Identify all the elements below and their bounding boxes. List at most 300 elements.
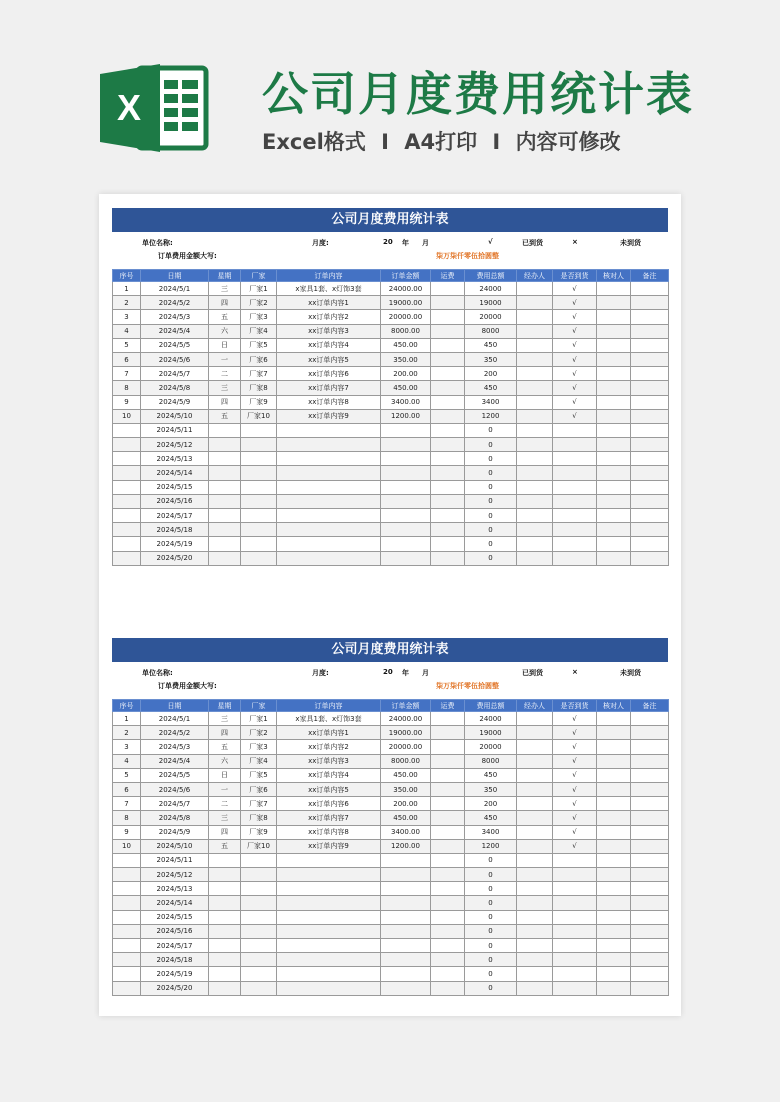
table-cell: 2024/5/13 — [141, 882, 209, 896]
table-row — [113, 395, 669, 409]
table-cell: 350.00 — [381, 352, 431, 366]
table-cell: √ — [553, 768, 597, 782]
table-cell — [597, 523, 631, 537]
table-row — [113, 882, 669, 896]
table-cell: √ — [553, 754, 597, 768]
table-cell: 1 — [113, 712, 141, 726]
expense-sheet — [112, 208, 668, 566]
table-cell: xx订单内容5 — [277, 352, 381, 366]
table-cell — [381, 537, 431, 551]
table-cell: 五 — [209, 839, 241, 853]
table-cell: 厂家10 — [241, 839, 277, 853]
table-cell — [517, 338, 553, 352]
amount-caps-label: 订单费用金额大写: — [158, 682, 217, 690]
table-cell — [381, 868, 431, 882]
table-cell: 厂家4 — [241, 754, 277, 768]
table-cell — [381, 494, 431, 508]
table-cell: 2024/5/1 — [141, 712, 209, 726]
table-cell: √ — [553, 282, 597, 296]
table-cell — [597, 782, 631, 796]
table-cell: 2024/5/14 — [141, 466, 209, 480]
table-cell: xx订单内容3 — [277, 754, 381, 768]
table-cell — [631, 452, 669, 466]
table-cell: 2024/5/10 — [141, 839, 209, 853]
table-cell — [241, 910, 277, 924]
table-cell — [241, 896, 277, 910]
table-cell: 0 — [465, 523, 517, 537]
column-header: 星期 — [209, 700, 241, 712]
arrived-label: 已到货 — [522, 669, 543, 677]
table-cell — [381, 523, 431, 537]
table-cell — [597, 811, 631, 825]
table-row — [113, 853, 669, 867]
table-cell: √ — [553, 811, 597, 825]
table-cell: √ — [553, 395, 597, 409]
table-cell: √ — [553, 726, 597, 740]
table-cell — [113, 868, 141, 882]
table-cell: xx订单内容8 — [277, 395, 381, 409]
table-row — [113, 523, 669, 537]
table-cell — [631, 310, 669, 324]
table-cell: xx订单内容6 — [277, 367, 381, 381]
column-header: 订单金额 — [381, 270, 431, 282]
table-row — [113, 910, 669, 924]
table-cell — [277, 452, 381, 466]
table-row — [113, 310, 669, 324]
table-row — [113, 726, 669, 740]
table-cell: 0 — [465, 480, 517, 494]
table-row — [113, 466, 669, 480]
table-cell: 日 — [209, 338, 241, 352]
table-cell — [553, 466, 597, 480]
table-cell — [517, 324, 553, 338]
month-label: 月度: — [312, 239, 329, 247]
table-cell — [113, 981, 141, 995]
table-cell — [241, 981, 277, 995]
table-cell — [597, 338, 631, 352]
table-cell — [517, 768, 553, 782]
table-cell — [381, 480, 431, 494]
table-cell — [597, 537, 631, 551]
table-cell: √ — [553, 797, 597, 811]
table-cell — [431, 924, 465, 938]
table-cell: 三 — [209, 712, 241, 726]
table-cell — [113, 882, 141, 896]
table-cell: 200.00 — [381, 367, 431, 381]
table-cell — [277, 967, 381, 981]
table-cell — [277, 924, 381, 938]
table-cell: 2024/5/5 — [141, 768, 209, 782]
table-cell: 2024/5/17 — [141, 939, 209, 953]
table-cell: 10 — [113, 839, 141, 853]
table-cell — [381, 423, 431, 437]
table-cell — [517, 352, 553, 366]
table-cell: 2024/5/18 — [141, 523, 209, 537]
table-cell — [517, 797, 553, 811]
table-cell: 450 — [465, 811, 517, 825]
table-row — [113, 438, 669, 452]
table-cell — [631, 395, 669, 409]
table-cell — [631, 423, 669, 437]
table-cell — [631, 953, 669, 967]
table-cell: 2024/5/15 — [141, 910, 209, 924]
table-cell — [597, 839, 631, 853]
table-cell — [277, 882, 381, 896]
table-cell: √ — [553, 367, 597, 381]
table-cell — [517, 409, 553, 423]
table-row — [113, 825, 669, 839]
table-cell: 三 — [209, 381, 241, 395]
table-cell — [631, 712, 669, 726]
table-cell — [631, 726, 669, 740]
table-body — [113, 712, 669, 996]
table-cell — [431, 726, 465, 740]
table-cell — [517, 438, 553, 452]
table-cell — [631, 523, 669, 537]
table-cell: 日 — [209, 768, 241, 782]
table-cell — [209, 523, 241, 537]
table-cell: 10 — [113, 409, 141, 423]
table-cell — [631, 494, 669, 508]
table-cell — [597, 324, 631, 338]
column-header: 订单内容 — [277, 700, 381, 712]
table-cell: 2024/5/8 — [141, 381, 209, 395]
table-cell: 0 — [465, 853, 517, 867]
table-cell — [113, 480, 141, 494]
table-cell — [631, 839, 669, 853]
table-cell: 2024/5/11 — [141, 853, 209, 867]
table-row — [113, 839, 669, 853]
table-cell — [517, 924, 553, 938]
table-cell — [209, 981, 241, 995]
amount-caps-value: 柒万柒仟零伍拾圆整 — [436, 682, 499, 690]
table-row — [113, 537, 669, 551]
table-cell — [277, 423, 381, 437]
table-cell: xx订单内容9 — [277, 409, 381, 423]
table-cell — [209, 438, 241, 452]
table-cell — [597, 953, 631, 967]
table-cell: 0 — [465, 466, 517, 480]
expense-table — [112, 269, 669, 566]
subtitle-item: A4打印 — [404, 130, 478, 154]
table-cell — [517, 494, 553, 508]
table-cell — [517, 967, 553, 981]
table-row — [113, 551, 669, 565]
table-cell — [597, 367, 631, 381]
table-cell: 2024/5/2 — [141, 296, 209, 310]
table-cell — [517, 882, 553, 896]
table-row — [113, 409, 669, 423]
table-cell — [431, 896, 465, 910]
column-header: 费用总额 — [465, 270, 517, 282]
table-cell — [517, 953, 553, 967]
table-cell: 8000 — [465, 324, 517, 338]
table-cell: 2024/5/13 — [141, 452, 209, 466]
table-cell: 3400.00 — [381, 395, 431, 409]
table-cell: 厂家8 — [241, 811, 277, 825]
table-cell: √ — [553, 712, 597, 726]
table-row — [113, 367, 669, 381]
table-cell: 厂家6 — [241, 352, 277, 366]
table-cell: 0 — [465, 953, 517, 967]
table-cell: xx订单内容7 — [277, 811, 381, 825]
table-cell: √ — [553, 409, 597, 423]
table-cell — [597, 438, 631, 452]
table-cell: 4 — [113, 324, 141, 338]
table-cell: 1200.00 — [381, 839, 431, 853]
table-cell: 厂家5 — [241, 768, 277, 782]
expense-table — [112, 699, 669, 996]
table-cell — [431, 782, 465, 796]
table-cell — [209, 452, 241, 466]
table-cell — [431, 537, 465, 551]
table-cell — [517, 509, 553, 523]
table-cell: 0 — [465, 981, 517, 995]
table-row — [113, 782, 669, 796]
table-cell — [553, 452, 597, 466]
table-cell — [241, 868, 277, 882]
table-cell: √ — [553, 839, 597, 853]
table-cell — [517, 712, 553, 726]
expense-sheet — [112, 638, 668, 996]
table-cell — [517, 537, 553, 551]
table-cell — [597, 754, 631, 768]
table-cell — [597, 310, 631, 324]
table-cell — [431, 712, 465, 726]
table-cell: 0 — [465, 423, 517, 437]
table-cell — [631, 466, 669, 480]
table-cell: xx订单内容1 — [277, 726, 381, 740]
table-cell: 六 — [209, 324, 241, 338]
table-cell — [431, 754, 465, 768]
table-cell: xx订单内容4 — [277, 768, 381, 782]
not-arrived-label: 未到货 — [620, 669, 641, 677]
table-cell: 2024/5/1 — [141, 282, 209, 296]
table-cell: 2024/5/16 — [141, 494, 209, 508]
table-cell: 二 — [209, 367, 241, 381]
table-cell: 450.00 — [381, 381, 431, 395]
table-cell: 一 — [209, 782, 241, 796]
table-cell — [241, 480, 277, 494]
table-cell: 2 — [113, 726, 141, 740]
table-cell: √ — [553, 324, 597, 338]
table-cell: 1 — [113, 282, 141, 296]
table-cell: 200 — [465, 797, 517, 811]
table-cell: 24000 — [465, 712, 517, 726]
table-cell — [209, 551, 241, 565]
banner-title: 公司月度费用统计表 — [262, 67, 694, 121]
table-cell — [553, 939, 597, 953]
table-cell — [517, 523, 553, 537]
table-cell — [517, 551, 553, 565]
table-cell — [209, 480, 241, 494]
table-cell: √ — [553, 740, 597, 754]
table-cell: 24000.00 — [381, 712, 431, 726]
table-cell: 3 — [113, 740, 141, 754]
table-cell — [209, 853, 241, 867]
table-cell: 厂家2 — [241, 296, 277, 310]
sheet-meta — [112, 232, 668, 269]
table-cell — [277, 910, 381, 924]
table-cell: 2024/5/12 — [141, 438, 209, 452]
table-cell — [241, 882, 277, 896]
table-cell — [277, 466, 381, 480]
table-cell: 450 — [465, 381, 517, 395]
table-cell: 6 — [113, 782, 141, 796]
table-row — [113, 423, 669, 437]
table-cell — [631, 811, 669, 825]
column-header: 是否到货 — [553, 700, 597, 712]
table-cell: 0 — [465, 509, 517, 523]
table-row — [113, 338, 669, 352]
table-header-row — [113, 270, 669, 282]
table-cell: 2024/5/4 — [141, 324, 209, 338]
table-cell — [381, 953, 431, 967]
table-cell — [113, 494, 141, 508]
table-cell: 0 — [465, 924, 517, 938]
table-cell: xx订单内容7 — [277, 381, 381, 395]
table-cell: 450.00 — [381, 811, 431, 825]
table-cell — [431, 523, 465, 537]
table-cell: 2024/5/2 — [141, 726, 209, 740]
table-cell: xx订单内容6 — [277, 797, 381, 811]
table-cell — [381, 452, 431, 466]
table-cell — [209, 924, 241, 938]
table-cell: 厂家10 — [241, 409, 277, 423]
table-cell — [553, 523, 597, 537]
table-cell — [241, 509, 277, 523]
table-cell: xx订单内容9 — [277, 839, 381, 853]
table-cell: 0 — [465, 868, 517, 882]
table-cell — [597, 910, 631, 924]
table-cell — [381, 910, 431, 924]
table-cell — [553, 509, 597, 523]
table-cell: x家具1套、x灯饰3套 — [277, 712, 381, 726]
table-cell: 0 — [465, 967, 517, 981]
table-cell — [517, 939, 553, 953]
unit-label: 单位名称: — [142, 669, 173, 677]
subtitle-item: 内容可修改 — [515, 130, 621, 154]
table-cell — [241, 494, 277, 508]
table-cell: 三 — [209, 282, 241, 296]
table-cell: 2024/5/20 — [141, 551, 209, 565]
table-cell — [631, 282, 669, 296]
table-row — [113, 768, 669, 782]
sheet-meta — [112, 662, 668, 699]
table-cell — [431, 282, 465, 296]
table-cell — [241, 551, 277, 565]
table-cell — [631, 967, 669, 981]
table-cell — [553, 953, 597, 967]
table-cell: 2024/5/7 — [141, 367, 209, 381]
table-cell — [631, 509, 669, 523]
table-cell: 2024/5/12 — [141, 868, 209, 882]
column-header: 备注 — [631, 270, 669, 282]
table-cell — [517, 282, 553, 296]
table-cell: 350 — [465, 782, 517, 796]
table-cell — [597, 939, 631, 953]
table-cell — [597, 726, 631, 740]
table-cell — [381, 967, 431, 981]
table-cell — [277, 551, 381, 565]
table-cell: 3400.00 — [381, 825, 431, 839]
table-cell: 450.00 — [381, 768, 431, 782]
table-cell: 四 — [209, 825, 241, 839]
table-cell: 0 — [465, 939, 517, 953]
table-cell: xx订单内容3 — [277, 324, 381, 338]
table-cell: 450 — [465, 338, 517, 352]
table-cell: 8 — [113, 381, 141, 395]
column-header: 日期 — [141, 700, 209, 712]
table-cell: x家具1套、x灯饰3套 — [277, 282, 381, 296]
table-cell: 4 — [113, 754, 141, 768]
table-cell — [553, 882, 597, 896]
table-cell — [553, 494, 597, 508]
table-cell — [431, 953, 465, 967]
column-header: 日期 — [141, 270, 209, 282]
table-cell — [241, 438, 277, 452]
table-cell — [209, 910, 241, 924]
table-cell — [113, 438, 141, 452]
table-cell — [631, 438, 669, 452]
table-cell — [431, 797, 465, 811]
table-cell: 四 — [209, 726, 241, 740]
table-cell: 8000.00 — [381, 324, 431, 338]
table-cell — [631, 352, 669, 366]
table-cell — [113, 939, 141, 953]
table-cell: √ — [553, 338, 597, 352]
table-cell — [431, 825, 465, 839]
table-row — [113, 811, 669, 825]
table-cell — [631, 939, 669, 953]
table-cell — [597, 896, 631, 910]
table-cell — [597, 452, 631, 466]
table-cell: 2024/5/17 — [141, 509, 209, 523]
table-cell: 1200 — [465, 839, 517, 853]
table-cell — [597, 352, 631, 366]
table-cell: 20000 — [465, 310, 517, 324]
table-cell: 2024/5/6 — [141, 782, 209, 796]
table-cell — [431, 939, 465, 953]
table-cell — [517, 466, 553, 480]
table-cell — [517, 868, 553, 882]
table-cell: 1200 — [465, 409, 517, 423]
table-cell: 20000.00 — [381, 310, 431, 324]
table-cell — [241, 953, 277, 967]
excel-logo-letter: X — [116, 87, 142, 128]
table-cell — [553, 981, 597, 995]
column-header: 经办人 — [517, 270, 553, 282]
table-cell: xx订单内容2 — [277, 310, 381, 324]
table-cell: xx订单内容4 — [277, 338, 381, 352]
amount-caps-value: 柒万柒仟零伍拾圆整 — [436, 252, 499, 260]
table-cell — [597, 967, 631, 981]
table-cell — [381, 509, 431, 523]
table-cell: 厂家3 — [241, 310, 277, 324]
table-cell — [381, 438, 431, 452]
table-cell: xx订单内容2 — [277, 740, 381, 754]
table-row — [113, 797, 669, 811]
table-cell: xx订单内容5 — [277, 782, 381, 796]
table-cell — [597, 282, 631, 296]
table-cell — [431, 367, 465, 381]
table-cell: 二 — [209, 797, 241, 811]
table-cell — [431, 981, 465, 995]
table-cell — [431, 381, 465, 395]
year-suffix: 年 — [402, 669, 409, 677]
subtitle-separator: I — [492, 130, 501, 154]
table-cell — [517, 726, 553, 740]
